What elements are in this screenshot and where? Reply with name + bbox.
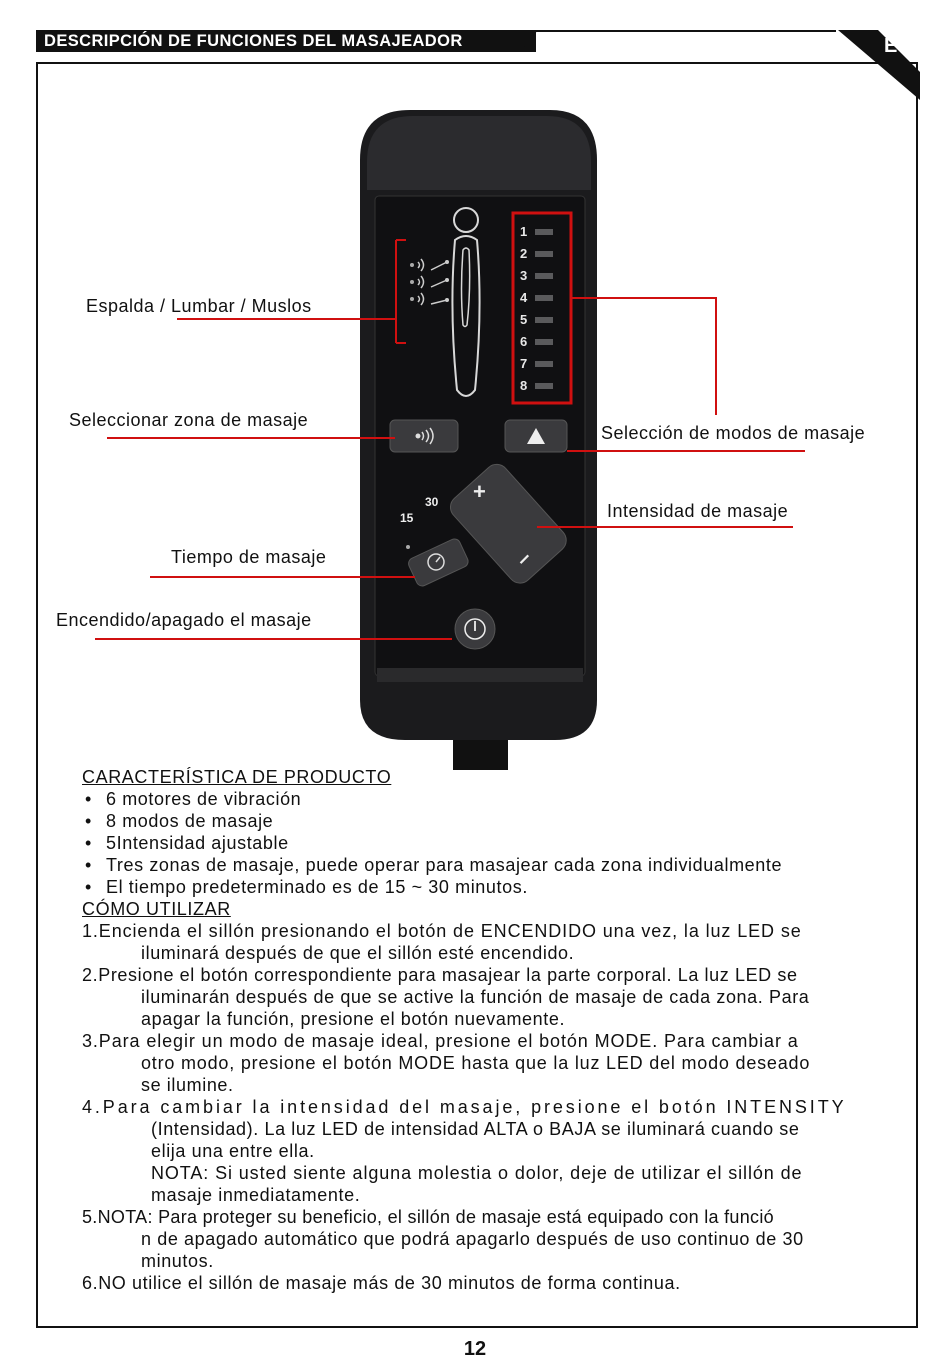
usage-line: 4.Para cambiar la intensidad del masaje, presione el botón INTENSITY — [82, 1097, 847, 1117]
usage-line: iluminarán después de que se active la función de masaje de cada zona. Para — [141, 987, 810, 1007]
time-15-label: 15 — [400, 511, 414, 525]
mode-number: 1 — [520, 224, 528, 239]
time-30-label: 30 — [425, 495, 439, 509]
mode-number: 8 — [520, 378, 528, 393]
language-code: ES — [884, 35, 911, 57]
mode-number: 2 — [520, 246, 528, 261]
callout-select-zone: Seleccionar zona de masaje — [69, 410, 309, 430]
minus-icon: – — [510, 544, 537, 572]
usage-line: 5.NOTA: Para proteger su beneficio, el sillón de masaje está equipado con la funció — [82, 1207, 774, 1227]
page-number: 12 — [463, 1338, 487, 1360]
plus-icon: + — [473, 479, 486, 504]
usage-line: n de apagado automático que podrá apagarlo después de uso continuo de 30 — [141, 1229, 804, 1249]
features-heading: CARACTERÍSTICA DE PRODUCTO — [82, 767, 392, 787]
usage-line: iluminará después de que el sillón esté encendido. — [141, 943, 575, 963]
usage-line: se ilumine. — [141, 1075, 234, 1095]
usage-line: minutos. — [141, 1251, 214, 1271]
feature-item: • 5Intensidad ajustable — [82, 832, 289, 854]
header-rule — [536, 30, 836, 32]
usage-line: apagar la función, presione el botón nuevamente. — [141, 1009, 566, 1029]
title-bar-slant — [520, 30, 538, 52]
callout-intensity: Intensidad de masaje — [607, 501, 789, 521]
mode-number: 7 — [520, 356, 528, 371]
callout-modes: Selección de modos de masaje — [601, 423, 866, 443]
usage-line: 3.Para elegir un modo de masaje ideal, presione el botón MODE. Para cambiar a — [82, 1031, 799, 1051]
usage-line: 6.NO utilice el sillón de masaje más de 30 minutos de forma continua. — [82, 1273, 681, 1293]
usage-line: (Intensidad). La luz LED de intensidad ALTA o BAJA se iluminará cuando se — [151, 1119, 800, 1139]
usage-line: otro modo, presione el botón MODE hasta que la luz LED del modo deseado — [141, 1053, 811, 1073]
usage-line: 2.Presione el botón correspondiente para masajear la parte corporal. La luz LED se — [82, 965, 798, 985]
callout-zones: Espalda / Lumbar / Muslos — [86, 296, 312, 316]
usage-heading: CÓMO UTILIZAR — [82, 899, 231, 919]
mode-number: 5 — [520, 312, 528, 327]
feature-item: • 8 modos de masaje — [82, 810, 273, 832]
section-title-bar — [36, 30, 536, 52]
mode-number: 6 — [520, 334, 528, 349]
callout-time: Tiempo de masaje — [171, 547, 327, 567]
feature-item: • 6 motores de vibración — [82, 788, 301, 810]
remote-control-image — [355, 110, 605, 770]
mode-number: 3 — [520, 268, 528, 283]
callout-power: Encendido/apagado el masaje — [56, 610, 312, 630]
usage-line: NOTA: Si usted siente alguna molestia o dolor, deje de utilizar el sillón de — [151, 1163, 803, 1183]
usage-line: elija una entre ella. — [151, 1141, 315, 1161]
usage-line: 1.Encienda el sillón presionando el botón de ENCENDIDO una vez, la luz LED se — [82, 921, 802, 941]
mode-number: 4 — [520, 290, 528, 305]
usage-line: masaje inmediatamente. — [151, 1185, 361, 1205]
feature-item: • El tiempo predeterminado es de 15 ~ 30 minutos. — [82, 876, 528, 898]
section-title: DESCRIPCIÓN DE FUNCIONES DEL MASAJEADOR — [44, 32, 463, 50]
feature-item: • Tres zonas de masaje, puede operar para masajear cada zona individualmente — [82, 854, 782, 876]
